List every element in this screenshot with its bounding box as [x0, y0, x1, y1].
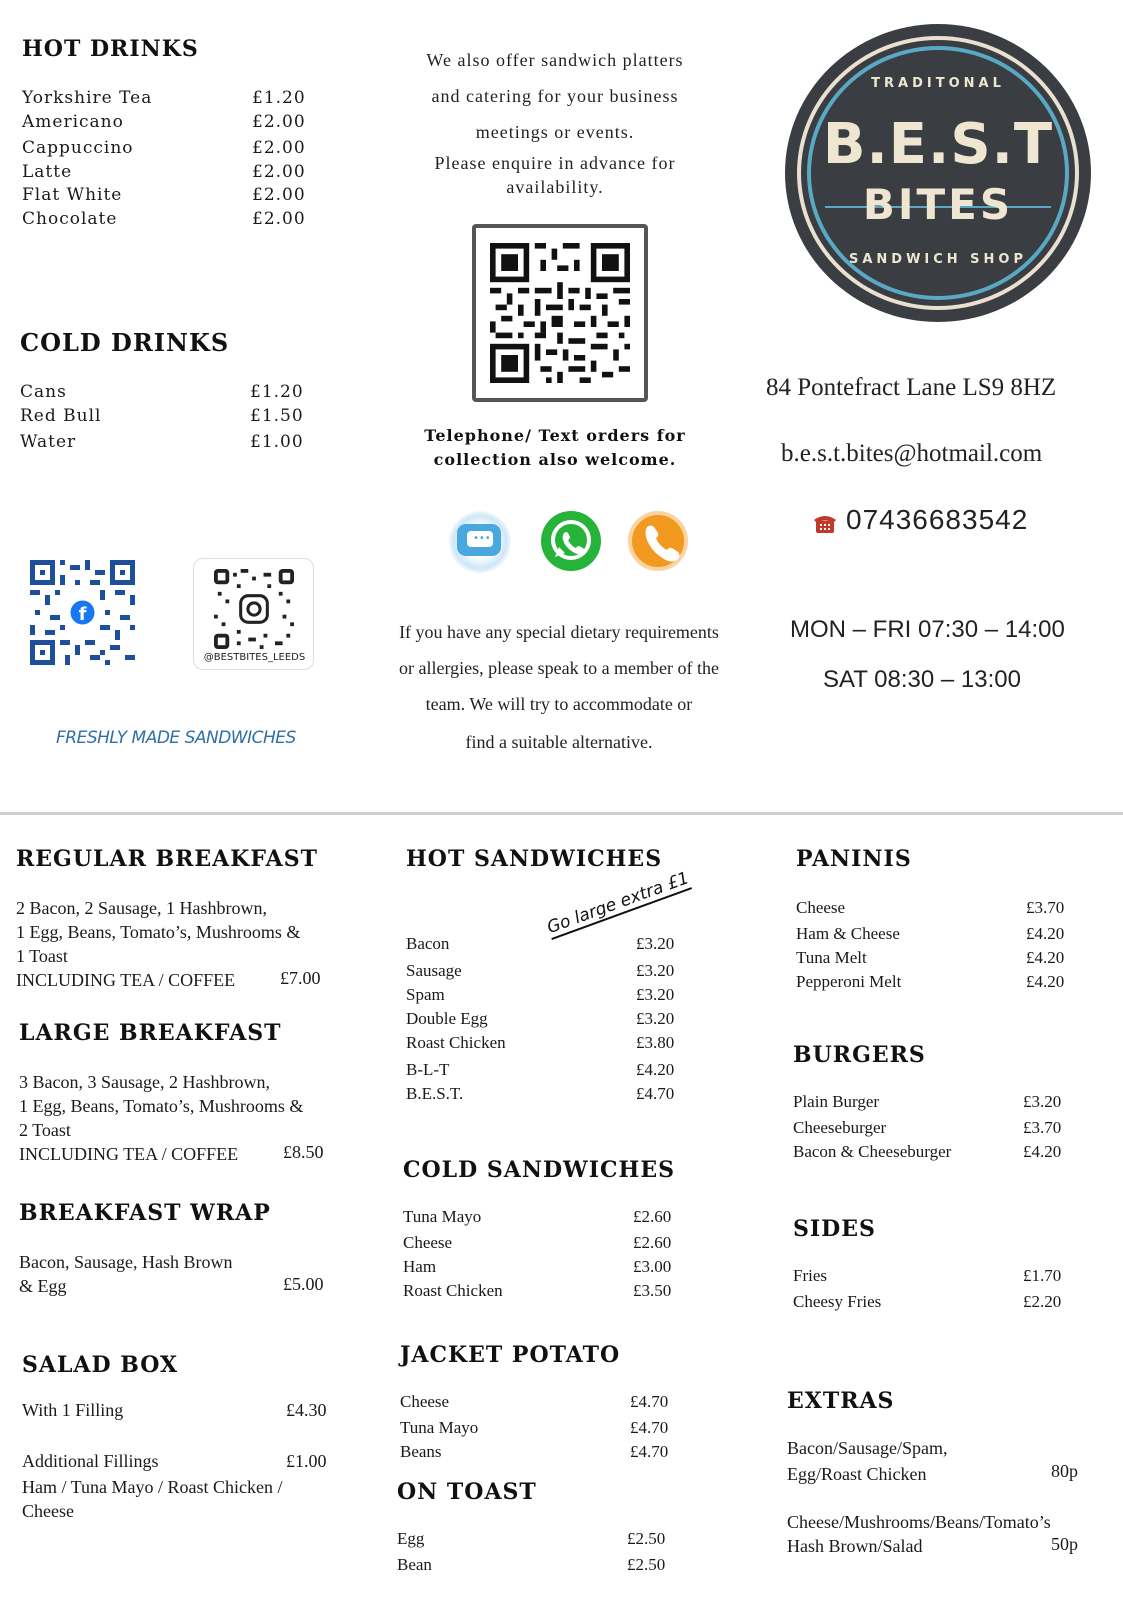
- menu-item-name: Plain Burger: [793, 1092, 880, 1111]
- menu-item-price: £4.70: [630, 1418, 669, 1437]
- menu-item-price: £2.60: [633, 1233, 672, 1252]
- description-line: 1 Egg, Beans, Tomato’s, Mushrooms &: [16, 922, 301, 942]
- logo-top-text: TRADITONAL: [871, 76, 1005, 91]
- description-line: Bacon, Sausage, Hash Brown: [19, 1252, 233, 1272]
- breakfast-wrap-price: £5.00: [283, 1274, 324, 1294]
- cold-sandwiches-title: COLD SANDWICHES: [403, 1157, 675, 1183]
- menu-item-name: Flat White: [22, 185, 123, 205]
- paninis-title: PANINIS: [796, 846, 912, 872]
- paninis-list: [796, 896, 1086, 996]
- phone-number[interactable]: 07436683542: [846, 504, 1029, 535]
- menu-item-name: Bean: [397, 1555, 432, 1574]
- hot-drinks-list: [22, 86, 322, 236]
- svg-text:f: f: [78, 604, 87, 625]
- large-breakfast-price: £8.50: [283, 1142, 324, 1162]
- dietary-line: or allergies, please speak to a member of the: [398, 658, 720, 678]
- orders-text: [400, 424, 710, 472]
- menu-item-price: £4.20: [1023, 1142, 1062, 1161]
- description-line: Cheese: [22, 1501, 74, 1521]
- description-line: Hash Brown/Salad: [787, 1536, 923, 1556]
- menu-item-name: Roast Chicken: [406, 1033, 506, 1052]
- chat-bubble-icon[interactable]: •••: [449, 511, 511, 573]
- menu-item-price: £4.20: [1026, 924, 1065, 943]
- description-line: Cheese/Mushrooms/Beans/Tomato’s: [787, 1512, 1051, 1532]
- description-line: INCLUDING TEA / COFFEE: [16, 970, 236, 990]
- orders-line: collection also welcome.: [433, 450, 677, 469]
- menu-item-name: Water: [20, 432, 77, 452]
- logo-line1: B.E.S.T: [822, 112, 1054, 177]
- menu-item-price: £1.00: [250, 432, 304, 452]
- menu-item-price: £3.70: [1023, 1118, 1062, 1137]
- menu-item-name: Egg: [397, 1529, 425, 1548]
- extras-group2-price: 50p: [1051, 1534, 1078, 1554]
- phone-icon[interactable]: [628, 511, 688, 571]
- on-toast-title: ON TOAST: [397, 1479, 537, 1505]
- menu-item-price: £4.70: [636, 1084, 675, 1103]
- address: 84 Pontefract Lane LS9 8HZ: [766, 374, 1057, 401]
- menu-item-price: £2.60: [633, 1207, 672, 1226]
- catering-line: Please enquire in advance for: [434, 153, 676, 173]
- menu-item-price: £3.50: [633, 1281, 672, 1300]
- menu-item-price: £4.70: [630, 1392, 669, 1411]
- description-line: Ham / Tuna Mayo / Roast Chicken /: [22, 1477, 283, 1497]
- weekday-hours: MON – FRI 07:30 – 14:00: [790, 616, 1065, 643]
- menu-item-name: Bacon & Cheeseburger: [793, 1142, 952, 1161]
- extras-group2: [787, 1510, 1051, 1558]
- salad-additional-price: £1.00: [286, 1451, 327, 1471]
- contact-qr-code[interactable]: [472, 224, 648, 402]
- extras-group1-price: 80p: [1051, 1461, 1078, 1481]
- description-line: 1 Toast: [16, 946, 68, 966]
- menu-item-name: Spam: [406, 985, 445, 1004]
- hot-drinks-title: HOT DRINKS: [22, 36, 199, 62]
- brand-logo: [785, 24, 1091, 322]
- menu-item-price: £3.20: [636, 934, 675, 953]
- menu-item-price: £2.00: [252, 162, 306, 182]
- menu-item-price: £3.80: [636, 1033, 675, 1052]
- cold-drinks-list: [20, 380, 320, 460]
- menu-item-price: £3.20: [636, 961, 675, 980]
- description-line: 1 Egg, Beans, Tomato’s, Mushrooms &: [19, 1096, 304, 1116]
- menu-item-name: Cheese: [796, 898, 846, 917]
- whatsapp-icon[interactable]: [541, 511, 601, 571]
- menu-item-name: Tuna Melt: [796, 948, 867, 967]
- telephone-icon: [812, 510, 838, 536]
- regular-breakfast-title: REGULAR BREAKFAST: [16, 846, 319, 872]
- menu-item-price: £1.50: [250, 406, 304, 426]
- description-line: 2 Toast: [19, 1120, 71, 1140]
- logo-bottom-text: SANDWICH SHOP: [848, 252, 1028, 267]
- instagram-handle: @BESTBITES_LEEDS: [203, 652, 306, 663]
- menu-item-name: Cheese: [403, 1233, 453, 1252]
- salad-box-title: SALAD BOX: [22, 1352, 179, 1378]
- menu-item-name: Cheeseburger: [793, 1118, 887, 1137]
- description-line: INCLUDING TEA / COFFEE: [19, 1144, 239, 1164]
- menu-item-name: B.E.S.T.: [406, 1084, 464, 1103]
- regular-breakfast-price: £7.00: [280, 968, 321, 988]
- description-line: 3 Bacon, 3 Sausage, 2 Hashbrown,: [19, 1072, 270, 1092]
- description-line: Egg/Roast Chicken: [787, 1464, 927, 1484]
- menu-item-price: £3.20: [636, 985, 675, 1004]
- menu-item-price: £3.00: [633, 1257, 672, 1276]
- menu-item-name: Cappuccino: [22, 138, 134, 158]
- description-line: 2 Bacon, 2 Sausage, 1 Hashbrown,: [16, 898, 267, 918]
- menu-item-price: £3.20: [636, 1009, 675, 1028]
- jacket-potato-title: JACKET POTATO: [400, 1342, 621, 1368]
- large-breakfast-title: LARGE BREAKFAST: [19, 1020, 282, 1046]
- cold-drinks-title: COLD DRINKS: [20, 328, 230, 357]
- sides-title: SIDES: [793, 1216, 876, 1242]
- hot-sandwiches-list: [406, 932, 696, 1112]
- orders-line: Telephone/ Text orders for: [424, 426, 686, 445]
- menu-item-name: Sausage: [406, 961, 462, 980]
- menu-item-price: £4.70: [630, 1442, 669, 1461]
- menu-item-price: £1.70: [1023, 1266, 1062, 1285]
- catering-line: and catering for your business: [431, 86, 679, 106]
- facebook-qr-code[interactable]: [30, 560, 135, 665]
- hot-sandwiches-title: HOT SANDWICHES: [406, 846, 663, 872]
- menu-item-price: £4.20: [1026, 948, 1065, 967]
- catering-text: [390, 42, 720, 198]
- breakfast-wrap-title: BREAKFAST WRAP: [19, 1200, 271, 1226]
- dietary-line: team. We will try to accommodate or: [425, 694, 693, 714]
- logo-line2: BITES: [862, 180, 1014, 229]
- menu-item-name: Bacon: [406, 934, 450, 953]
- menu-item-name: Pepperoni Melt: [796, 972, 902, 991]
- menu-item-price: £2.00: [252, 112, 306, 132]
- burgers-list: [793, 1090, 1083, 1166]
- on-toast-list: [397, 1527, 687, 1579]
- menu-item-price: £4.20: [636, 1060, 675, 1079]
- saturday-hours: SAT 08:30 – 13:00: [823, 666, 1021, 693]
- menu-item-price: £2.20: [1023, 1292, 1062, 1311]
- extras-group1: [787, 1435, 947, 1487]
- dietary-line: find a suitable alternative.: [465, 732, 653, 752]
- salad-filling-price: £4.30: [286, 1400, 327, 1420]
- menu-item-price: £2.50: [627, 1555, 666, 1574]
- menu-item-name: Tuna Mayo: [403, 1207, 482, 1226]
- menu-item-price: £3.20: [1023, 1092, 1062, 1111]
- cold-sandwiches-list: [403, 1205, 693, 1305]
- menu-item-name: Latte: [22, 162, 73, 182]
- dietary-line: If you have any special dietary requirements: [399, 622, 719, 642]
- menu-item-name: Ham & Cheese: [796, 924, 900, 943]
- description-line: Bacon/Sausage/Spam,: [787, 1438, 948, 1458]
- menu-item-name: Fries: [793, 1266, 827, 1285]
- email[interactable]: b.e.s.t.bites@hotmail.com: [781, 440, 1043, 467]
- go-large-note: Go large extra £1: [544, 868, 692, 939]
- instagram-qr-card[interactable]: [193, 558, 314, 670]
- burgers-title: BURGERS: [793, 1042, 926, 1068]
- menu-item-name: Double Egg: [406, 1009, 488, 1028]
- menu-item-name: Beans: [400, 1442, 442, 1461]
- catering-line: meetings or events.: [475, 122, 635, 142]
- menu-item-price: £2.00: [252, 138, 306, 158]
- menu-item-name: Chocolate: [22, 209, 118, 229]
- jacket-potato-list: [400, 1390, 690, 1466]
- salad-additional-label: Additional Fillings: [22, 1451, 159, 1471]
- section-divider: [0, 812, 1123, 815]
- menu-item-price: £2.00: [252, 185, 306, 205]
- menu-item-name: Cheesy Fries: [793, 1292, 882, 1311]
- extras-title: EXTRAS: [787, 1388, 895, 1414]
- menu-item-name: Ham: [403, 1257, 437, 1276]
- catering-line: We also offer sandwich platters: [426, 50, 684, 70]
- tagline: FRESHLY MADE SANDWICHES: [56, 728, 296, 748]
- menu-item-name: Cans: [20, 382, 67, 402]
- breakfast-wrap-desc: [19, 1250, 232, 1298]
- menu-item-name: Americano: [22, 112, 124, 132]
- menu-item-name: Tuna Mayo: [400, 1418, 479, 1437]
- menu-item-name: Red Bull: [20, 406, 102, 426]
- menu-item-price: £2.00: [252, 209, 306, 229]
- menu-item-price: £1.20: [252, 88, 306, 108]
- menu-item-name: B-L-T: [406, 1060, 450, 1079]
- salad-filling-label: With 1 Filling: [22, 1400, 124, 1420]
- salad-options: [22, 1475, 283, 1523]
- menu-item-price: £2.50: [627, 1529, 666, 1548]
- menu-item-price: £3.70: [1026, 898, 1065, 917]
- catering-line: availability.: [506, 177, 604, 197]
- sides-list: [793, 1264, 1083, 1316]
- menu-item-name: Cheese: [400, 1392, 450, 1411]
- menu-item-price: £1.20: [250, 382, 304, 402]
- menu-item-name: Yorkshire Tea: [22, 88, 153, 108]
- description-line: & Egg: [19, 1276, 67, 1296]
- menu-item-price: £4.20: [1026, 972, 1065, 991]
- menu-item-name: Roast Chicken: [403, 1281, 503, 1300]
- dietary-text: [372, 614, 746, 760]
